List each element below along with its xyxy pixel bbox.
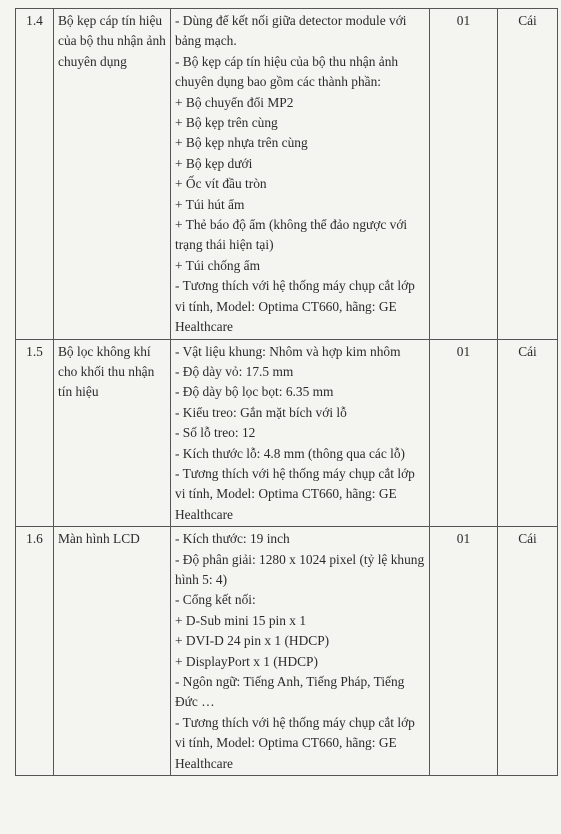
table-row — [16, 527, 558, 776]
spec-line: + Túi hút ẩm — [175, 196, 245, 212]
spec-line: - Kích thước lỗ: 4.8 mm (thông qua các lỗ) — [175, 445, 406, 461]
item-unit: Cái — [498, 9, 558, 340]
item-number: 1.6 — [16, 527, 54, 776]
spec-line: - Tương thích với hệ thống máy chụp cắt lớp vi tính, Model: Optima CT660, hãng: GE Healthcare — [175, 278, 415, 335]
spec-line: - Độ phân giải: 1280 x 1024 pixel (tỷ lệ khung hình 5: 4) — [175, 551, 425, 587]
spec-line: + Túi chống ẩm — [175, 257, 261, 273]
item-specification — [171, 527, 430, 776]
item-number: 1.4 — [16, 9, 54, 340]
spec-line: + DisplayPort x 1 (HDCP) — [175, 653, 318, 669]
spec-line: - Số lỗ treo: 12 — [175, 425, 256, 441]
spec-line: - Cổng kết nối: — [175, 592, 256, 608]
item-quantity: 01 — [430, 527, 498, 776]
spec-line: - Tương thích với hệ thống máy chụp cắt lớp vi tính, Model: Optima CT660, hãng: GE Healthcare — [175, 714, 415, 771]
item-name: Màn hình LCD — [54, 527, 171, 776]
item-unit: Cái — [498, 339, 558, 527]
spec-line: - Độ dày vỏ: 17.5 mm — [175, 363, 294, 379]
table-row — [16, 339, 558, 527]
spec-line: - Kích thước: 19 inch — [175, 531, 290, 547]
specification-table — [15, 8, 558, 776]
spec-line: - Kiểu treo: Gắn mặt bích với lỗ — [175, 404, 347, 420]
spec-line: + D-Sub mini 15 pin x 1 — [175, 612, 307, 628]
spec-line: + DVI-D 24 pin x 1 (HDCP) — [175, 633, 330, 649]
item-quantity: 01 — [430, 339, 498, 527]
table-body — [16, 9, 558, 776]
spec-line: + Bộ kẹp dưới — [175, 155, 253, 171]
spec-line: - Ngôn ngữ: Tiếng Anh, Tiếng Pháp, Tiếng Đức … — [175, 674, 405, 710]
item-name: Bộ kẹp cáp tín hiệu của bộ thu nhận ảnh chuyên dụng — [54, 9, 171, 340]
spec-line: - Độ dày bộ lọc bọt: 6.35 mm — [175, 384, 334, 400]
spec-line: - Dùng để kết nối giữa detector module với bảng mạch. — [175, 13, 407, 49]
item-number: 1.5 — [16, 339, 54, 527]
item-unit: Cái — [498, 527, 558, 776]
item-name: Bộ lọc không khí cho khối thu nhận tín hiệu — [54, 339, 171, 527]
spec-line: + Bộ kẹp nhựa trên cùng — [175, 135, 308, 151]
spec-line: + Bộ chuyển đổi MP2 — [175, 94, 294, 110]
item-specification — [171, 339, 430, 527]
spec-line: + Thẻ báo độ ẩm (không thể đảo ngược với trạng thái hiện tại) — [175, 217, 408, 253]
spec-line: - Tương thích với hệ thống máy chụp cắt lớp vi tính, Model: Optima CT660, hãng: GE Healthcare — [175, 465, 415, 522]
spec-line: + Bộ kẹp trên cùng — [175, 115, 278, 131]
item-quantity: 01 — [430, 9, 498, 340]
table-row — [16, 9, 558, 340]
spec-line: + Ốc vít đầu tròn — [175, 176, 267, 192]
spec-line: - Bộ kẹp cáp tín hiệu của bộ thu nhận ảnh chuyên dụng bao gồm các thành phần: — [175, 53, 399, 90]
spec-line: - Vật liệu khung: Nhôm và hợp kim nhôm — [175, 343, 401, 359]
item-specification — [171, 9, 430, 340]
